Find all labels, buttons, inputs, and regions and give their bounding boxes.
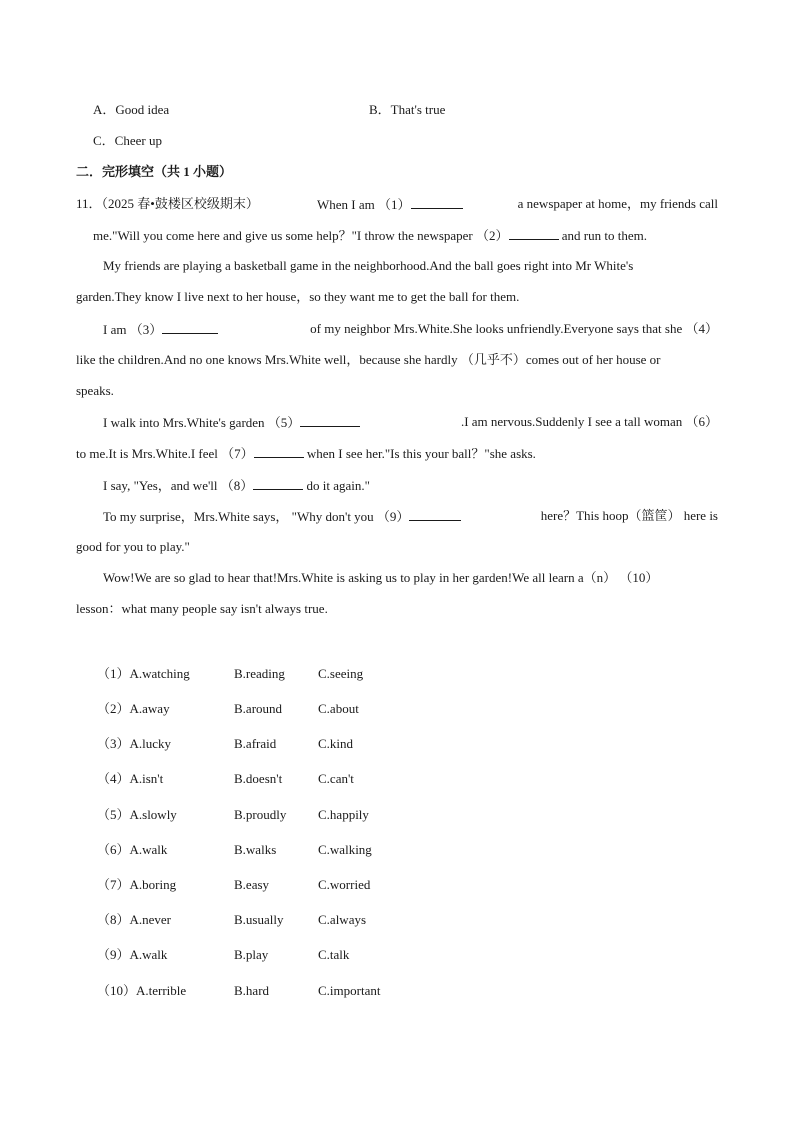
choice-1-c: C.seeing	[318, 666, 364, 681]
text-segment: a newspaper at home，my friends call	[517, 196, 718, 211]
passage-p7-line2: lesson：what many people say isn't always true.	[76, 601, 328, 616]
choice-8-b: B.usually	[234, 912, 284, 927]
passage-p1-line1	[317, 196, 718, 213]
choice-8-c: C.always	[318, 912, 367, 927]
text-segment: here？This hoop（篮筐） here is	[540, 508, 718, 523]
blank-9	[409, 508, 461, 521]
passage-p6-line2: good for you to play."	[76, 539, 190, 554]
choice-10-a: （10）A.terrible	[97, 983, 187, 998]
passage-p3-line1	[103, 321, 718, 338]
text-segment: To my surprise，Mrs.White says， "Why don't you （9）	[103, 509, 410, 524]
passage-p5-line1	[103, 477, 370, 494]
blank-2	[509, 227, 559, 240]
choice-8-a: （8）A.never	[97, 912, 172, 927]
choice-9-b: B.play	[234, 947, 269, 962]
passage-p3-line3: speaks.	[76, 383, 114, 398]
choice-1-b: B.reading	[234, 666, 285, 681]
section-title: 二．完形填空（共 1 小题）	[76, 164, 233, 179]
choice-10-c: C.important	[318, 983, 381, 998]
choice-3-b: B.afraid	[234, 736, 277, 751]
choice-6-a: （6）A.walk	[97, 842, 168, 857]
blank-8	[253, 477, 303, 490]
blank-7	[254, 445, 304, 458]
passage-p4-line2	[76, 445, 536, 462]
passage-p1-line2	[93, 227, 647, 244]
choice-2-c: C.about	[318, 701, 359, 716]
choice-7-b: B.easy	[234, 877, 270, 892]
choice-9-c: C.talk	[318, 947, 350, 962]
passage-p2-line1	[103, 258, 718, 274]
choice-4-a: （4）A.isn't	[97, 771, 164, 786]
choice-2-b: B.around	[234, 701, 283, 716]
text-segment: when I see her."Is this your ball？"she asks.	[303, 446, 536, 461]
choice-6-c: C.walking	[318, 842, 372, 857]
choice-7-a: （7）A.boring	[97, 877, 177, 892]
blank-1	[411, 196, 463, 209]
text-segment: I say, "Yes，and we'll （8）	[103, 478, 254, 493]
choice-4-b: B.doesn't	[234, 771, 283, 786]
passage-p6-line1	[103, 508, 718, 525]
text-segment: My friends are playing a basketball game in the neighborhood.And the ball goes right into Mr White's	[103, 258, 634, 273]
blank-3	[162, 321, 218, 334]
option-c: C．Cheer up	[93, 133, 162, 148]
text-segment: to me.It is Mrs.White.I feel （7）	[76, 446, 254, 461]
passage-p2-line2: garden.They know I live next to her house，so they want me to get the ball for them.	[76, 289, 520, 304]
text-segment: I am （3）	[103, 322, 163, 337]
question-source: 11．（2025 春•鼓楼区校级期末）	[76, 196, 259, 211]
text-segment: and run to them.	[558, 228, 647, 243]
choice-3-a: （3）A.lucky	[97, 736, 172, 751]
choice-4-c: C.can't	[318, 771, 354, 786]
text-segment: do it again."	[303, 478, 370, 493]
text-segment: I walk into Mrs.White's garden （5）	[103, 415, 301, 430]
option-b: B．That's true	[369, 102, 446, 117]
choice-5-c: C.happily	[318, 807, 369, 822]
choice-3-c: C.kind	[318, 736, 354, 751]
choice-5-a: （5）A.slowly	[97, 807, 177, 822]
choice-10-b: B.hard	[234, 983, 270, 998]
choice-7-c: C.worried	[318, 877, 371, 892]
choice-2-a: （2）A.away	[97, 701, 170, 716]
choice-9-a: （9）A.walk	[97, 947, 168, 962]
text-segment: me."Will you come here and give us some help？"I throw the newspaper （2）	[93, 228, 509, 243]
passage-p3-line2: like the children.And no one knows Mrs.White well，because she hardly （几乎不）comes out of her house or	[76, 352, 661, 367]
option-a: A．Good idea	[93, 102, 170, 117]
blank-5	[300, 414, 360, 427]
choice-5-b: B.proudly	[234, 807, 287, 822]
text-segment: .I am nervous.Suddenly I see a tall woman （6）	[460, 414, 718, 429]
choice-6-b: B.walks	[234, 842, 277, 857]
passage-p7-line1: Wow!We are so glad to hear that!Mrs.White is asking us to play in her garden!We all learn a（n） （10）	[103, 570, 659, 585]
passage-p4-line1	[103, 414, 718, 431]
choice-1-a: （1）A.watching	[97, 666, 190, 681]
text-segment: of my neighbor Mrs.White.She looks unfriendly.Everyone says that she （4）	[310, 321, 718, 336]
text-segment: When I am （1）	[317, 197, 411, 212]
